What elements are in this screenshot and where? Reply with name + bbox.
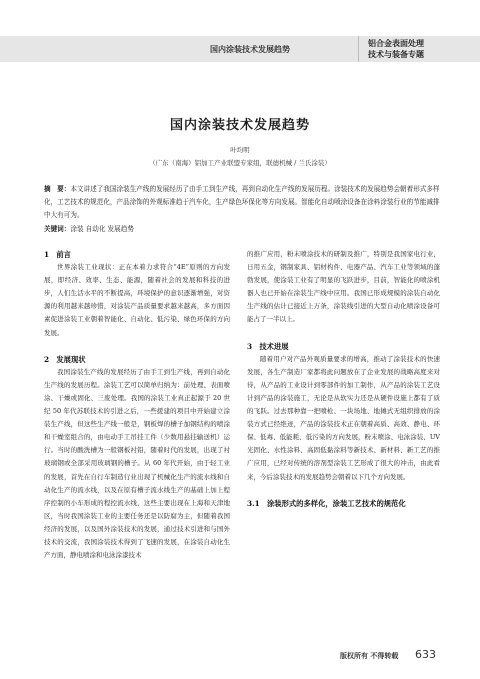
section-3-1-heading: 3.1 涂装形式的多样化，涂装工艺技术的规范化 [247, 498, 406, 508]
keywords [44, 223, 442, 236]
running-header-brand [368, 38, 424, 60]
section-3-heading: 3 技术进展 [247, 341, 289, 351]
page-number: 633 [415, 648, 436, 661]
left-column [44, 248, 230, 562]
section-2-paragraph: 我国涂装生产线的发展经历了由手工到生产线，再到自动化生产线的发展历程。涂装工艺可以简单归纳为：前处理、表面喷涂、干燥或固化、三废处理。我国的涂装工业真正起源于 20 世纪 50 年代苏联技术的引进之后，一些援建的项目中开始建立涂装生产线，但这些生产线一般是，钢板焊的槽子加钢结构的喷涂和干燥室组合的，由电动手工吊挂工件（少数用悬挂输送机）运行。当时的酸洗槽为一般钢板衬铅，随着时代的发展，出现了衬玻璃钢或全部采用玻璃钢的槽子。从 60 年代开始，由于轻工业的发展，首先在自行车制造行业出现了机械化生产的流水线和自动化生产的流水线，以及在原有槽子流水线生产的基础上加上程序控制的小车形成的程控流水线，这些主要出现在上海和天津地区，当时我国涂装工业的主要任务还是以防腐为主，但随着我国经济的发展，以及国外涂装技术的发展，通过技术引进和与国外技术的交流，我国涂装技术得到了飞速的发展，在涂装自动化生产方面，静电喷涂和电泳涂漆技术 [44, 367, 230, 560]
author-affiliation: （广东（南海）铝加工产业联盟专家组，联德机械 / 兰氏涂装） [149, 159, 331, 167]
abstract [44, 183, 442, 222]
section-2-heading: 2 发展现状 [44, 354, 86, 364]
author-name: 叶均明 [230, 146, 250, 154]
section-1-paragraph: 世界涂装工业现状：正在本着力求符合“4E”原则的方向发展，即经济、效率、生态、能源，随着社会的发展和科技的进步，人们生活水平的不断提高，环境保护的意识逐渐增强，对资源的利用越来越珍惜，对涂装产品质量要求越来越高，多方面因素促进涂装工业朝着智能化、自动化、低污染、绿色环保的方向发展。 [44, 263, 230, 337]
header-divider [358, 36, 359, 62]
keywords-text: 涂装 自动化 发展趋势 [70, 225, 134, 233]
brand-line-2: 技术与装备专题 [368, 49, 424, 59]
article-title: 国内涂装技术发展趋势 [169, 118, 310, 133]
section-3-paragraph: 随着用户对产品外观质量要求的增高，推动了涂装技术的快速发展，各生产制造厂家都将此问题放在了企业发展的战略高度来对待，从产品的工业设计到零部件的加工制作，从产品的涂装工艺设计到产品的涂装施工，无论是从软实力还是从硬件设施上都有了质的飞跃。过去那种靠一把喷枪、一块场地、地摊式无组织排放的涂装方式已经绝迹，产品的涂装技术正在朝着高质、高效、静电、环保、低毒、低能耗、低污染的方向发展，粉末喷涂、电泳涂装、UV 光固化、水性涂料、高固低黏涂料等新技术、新材料、新工艺的推广应用，已经对传统的溶剂型涂装工艺形成了很大的冲击，由此看来，今后涂装技术的发展趋势会朝着以下几个方向发展。 [247, 354, 440, 481]
copyright-notice: 版权所有 不得转载 [340, 651, 399, 660]
section-1-heading: 1 前言 [44, 250, 71, 259]
running-header-title: 国内涂装技术发展趋势 [210, 44, 290, 54]
abstract-label: 摘 要： [44, 185, 71, 193]
abstract-text: 本文讲述了我国涂装生产线的发展经历了由手工到生产线，再到自动化生产线的发展历程。涂装技术的发展趋势会朝着形式多样化，工艺技术的规范化，产品涂饰的外观标准趋于汽车化，生产绿色环保化等方向发展。智能化自动喷涂设备在涂料涂装行业的节能减排中大有可为。 [44, 185, 440, 219]
keywords-label: 关键词： [44, 225, 71, 233]
section-2-continued: 的推广应用，粉末喷涂技术的研制及推广，特别是我国家电行业，日用五金，钢制家具、铝材构件、电器产品、汽车工业等领域的蓬勃发展，使涂装工业有了明显的飞跃进步，目前，智能化的喷涂机器人也已开始在涂装生产线中应用。我国已形成规模的涂装自动化生产线的估计已接近上万条，涂装线引进的大型自动化喷涂设备可能占了一半以上。 [247, 250, 440, 324]
brand-line-1: 铝合金表面处理 [368, 38, 424, 48]
right-column [247, 248, 440, 510]
